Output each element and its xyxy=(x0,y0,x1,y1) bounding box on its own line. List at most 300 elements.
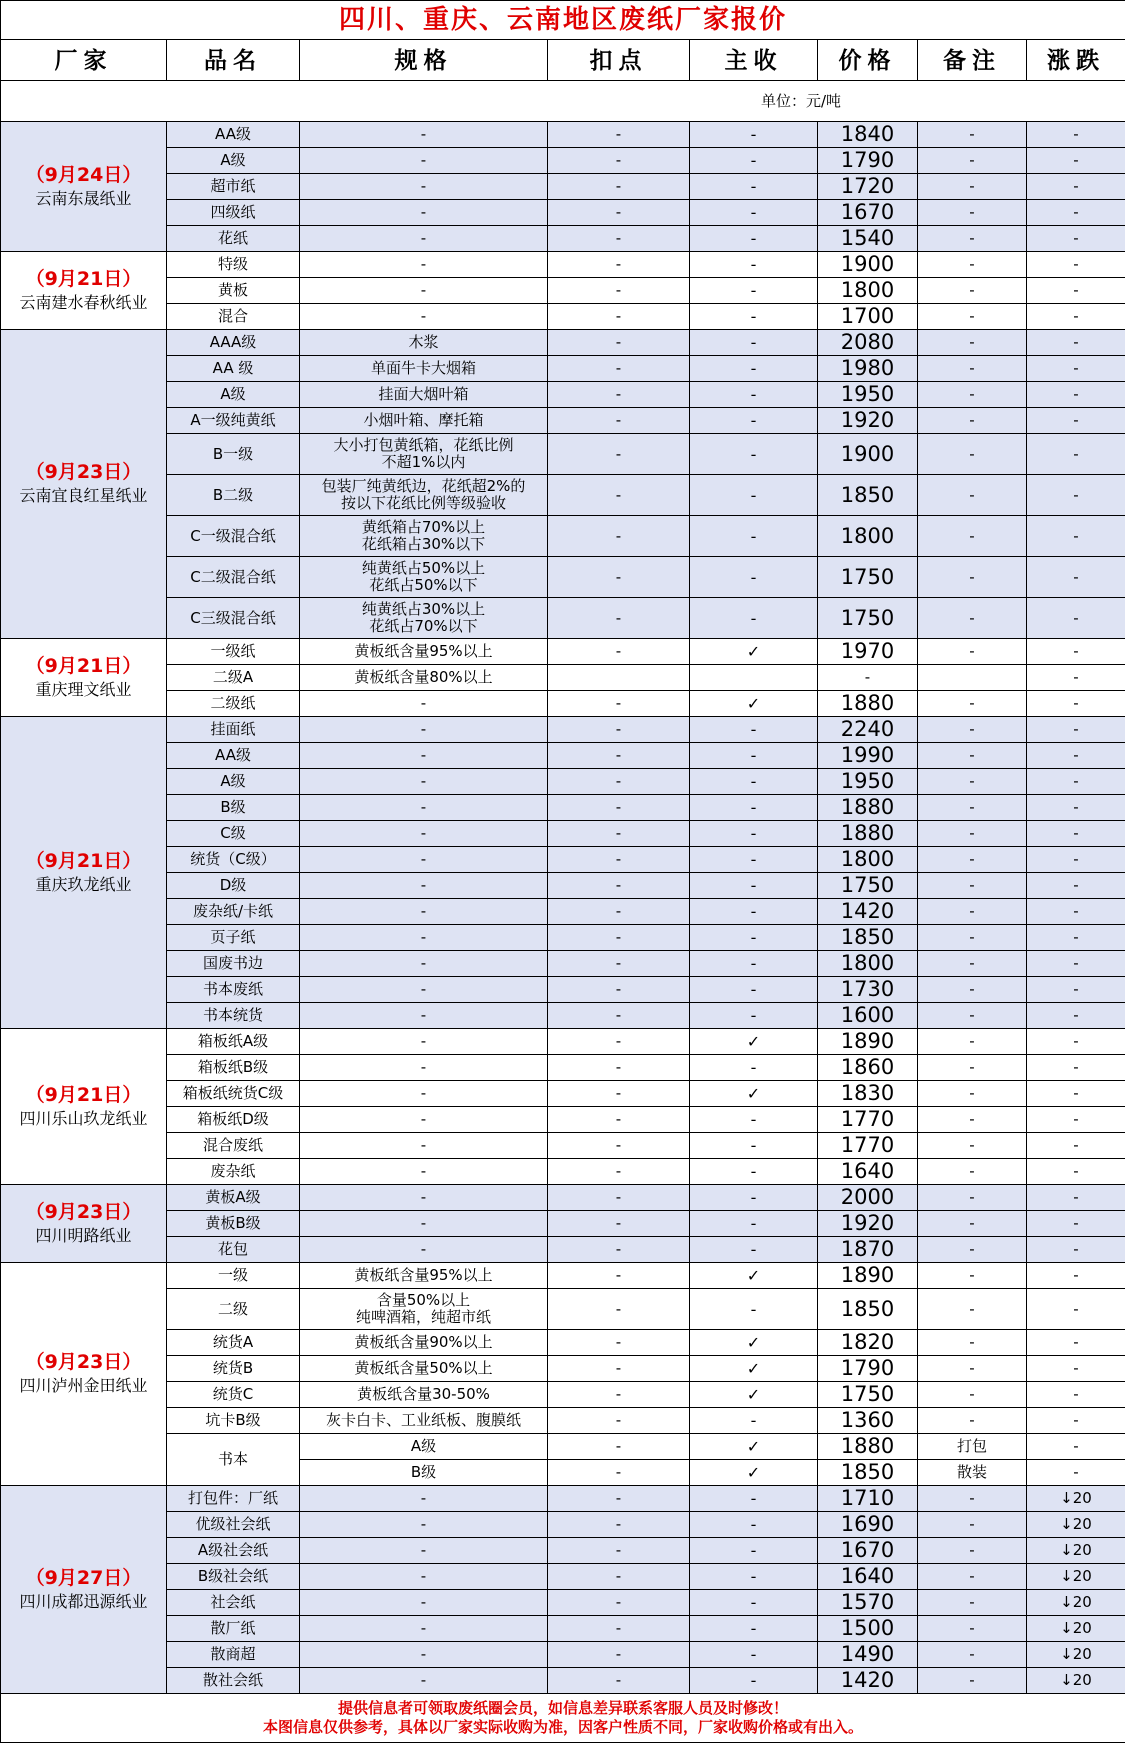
product-cell: 花纸 xyxy=(167,226,300,252)
price-cell: 1840 xyxy=(818,122,918,148)
main-collect-cell: - xyxy=(690,278,818,304)
table-row xyxy=(1,122,1125,148)
table-row xyxy=(1,516,1125,557)
change-cell: ↓20 xyxy=(1027,1616,1125,1642)
change-cell: - xyxy=(1027,252,1125,278)
product-cell: 箱板纸B级 xyxy=(167,1055,300,1081)
spec-line: - xyxy=(420,281,427,299)
price-cell: 1790 xyxy=(818,148,918,174)
table-row xyxy=(1,1055,1125,1081)
change-cell: - xyxy=(1027,925,1125,951)
table-row xyxy=(1,1590,1125,1616)
table-row xyxy=(1,795,1125,821)
change-cell: - xyxy=(1027,1434,1125,1460)
note-cell: 打包 xyxy=(918,1434,1027,1460)
note-cell: - xyxy=(918,557,1027,598)
price-cell: 1920 xyxy=(818,408,918,434)
change-cell: - xyxy=(1027,516,1125,557)
table-row xyxy=(1,174,1125,200)
note-cell: - xyxy=(918,278,1027,304)
spec-cell xyxy=(300,557,548,598)
spec-line: - xyxy=(420,772,427,790)
main-collect-cell: - xyxy=(690,847,818,873)
price-cell: 1600 xyxy=(818,1003,918,1029)
product-cell: B级社会纸 xyxy=(167,1564,300,1590)
deduct-cell: - xyxy=(548,1185,690,1211)
spec-line: - xyxy=(420,1671,427,1689)
spec-cell xyxy=(300,691,548,717)
note-cell: - xyxy=(918,252,1027,278)
table-row xyxy=(1,925,1125,951)
price-cell: 1690 xyxy=(818,1512,918,1538)
vendor-cell xyxy=(1,1486,167,1694)
change-cell: - xyxy=(1027,1408,1125,1434)
main-collect-cell: - xyxy=(690,951,818,977)
change-cell: - xyxy=(1027,1133,1125,1159)
main-collect-cell: - xyxy=(690,1289,818,1330)
spec-cell xyxy=(300,1289,548,1330)
change-cell: - xyxy=(1027,1237,1125,1263)
spec-line: - xyxy=(420,1593,427,1611)
deduct-cell: - xyxy=(548,434,690,475)
spec-line: - xyxy=(420,1006,427,1024)
change-cell: - xyxy=(1027,1081,1125,1107)
change-cell: - xyxy=(1027,691,1125,717)
spec-line: - xyxy=(420,1214,427,1232)
deduct-cell: - xyxy=(548,304,690,330)
main-collect-cell: - xyxy=(690,356,818,382)
table-row xyxy=(1,434,1125,475)
table-row xyxy=(1,1237,1125,1263)
spec-cell xyxy=(300,1211,548,1237)
vendor-name: 云南东晟纸业 xyxy=(35,188,132,208)
product-cell: AA 级 xyxy=(167,356,300,382)
spec-line: - xyxy=(420,1567,427,1585)
product-cell: 挂面纸 xyxy=(167,717,300,743)
table-row xyxy=(1,1356,1125,1382)
product-cell: AA级 xyxy=(167,122,300,148)
product-cell: 废杂纸/卡纸 xyxy=(167,899,300,925)
header-price: 价格 xyxy=(818,40,918,81)
title-row xyxy=(1,1,1125,40)
table-row xyxy=(1,1642,1125,1668)
price-cell: 1570 xyxy=(818,1590,918,1616)
main-collect-cell: - xyxy=(690,1003,818,1029)
deduct-cell: - xyxy=(548,1081,690,1107)
vendor-name: 四川乐山玖龙纸业 xyxy=(19,1108,148,1128)
product-cell: 废杂纸 xyxy=(167,1159,300,1185)
main-collect-cell: - xyxy=(690,1408,818,1434)
change-cell: - xyxy=(1027,122,1125,148)
spec-line: - xyxy=(420,177,427,195)
spec-cell xyxy=(300,1081,548,1107)
product-cell: 统货A xyxy=(167,1330,300,1356)
page-title: 四川、重庆、云南地区废纸厂家报价 xyxy=(1,1,1125,40)
spec-cell xyxy=(300,1330,548,1356)
table-row xyxy=(1,1029,1125,1055)
main-collect-cell xyxy=(690,665,818,691)
note-cell: - xyxy=(918,1289,1027,1330)
main-collect-cell: - xyxy=(690,821,818,847)
note-cell: - xyxy=(918,1642,1027,1668)
product-cell: 箱板纸D级 xyxy=(167,1107,300,1133)
price-cell: 1710 xyxy=(818,1486,918,1512)
price-cell: 1670 xyxy=(818,200,918,226)
deduct-cell: - xyxy=(548,557,690,598)
spec-line: 黄板纸含量95%以上 xyxy=(354,642,493,660)
disclaimer-line-2: 本图信息仅供参考，具体以厂家实际收购为准，因客户性质不同，厂家收购价格或有出入。 xyxy=(263,1718,864,1736)
spec-line: 纯黄纸占50%以上 xyxy=(361,559,486,577)
deduct-cell: - xyxy=(548,1408,690,1434)
change-cell: - xyxy=(1027,408,1125,434)
deduct-cell: - xyxy=(548,1538,690,1564)
main-collect-cell: - xyxy=(690,1107,818,1133)
change-cell: - xyxy=(1027,174,1125,200)
product-cell: 散商超 xyxy=(167,1642,300,1668)
change-cell: - xyxy=(1027,1107,1125,1133)
spec-line: - xyxy=(420,203,427,221)
deduct-cell: - xyxy=(548,951,690,977)
table-row xyxy=(1,1330,1125,1356)
table-row xyxy=(1,382,1125,408)
spec-line-2: 花纸占70%以下 xyxy=(369,617,478,635)
main-collect-cell: - xyxy=(690,925,818,951)
product-cell: 二级纸 xyxy=(167,691,300,717)
note-cell: - xyxy=(918,951,1027,977)
change-cell: - xyxy=(1027,1185,1125,1211)
deduct-cell: - xyxy=(548,925,690,951)
spec-cell xyxy=(300,769,548,795)
main-collect-cell: ✓ xyxy=(690,1029,818,1055)
unit-row xyxy=(1,81,1125,122)
note-cell: - xyxy=(918,1081,1027,1107)
deduct-cell: - xyxy=(548,475,690,516)
change-cell: ↓20 xyxy=(1027,1590,1125,1616)
product-cell: 打包件：厂纸 xyxy=(167,1486,300,1512)
change-cell: - xyxy=(1027,1055,1125,1081)
price-cell: 1950 xyxy=(818,382,918,408)
spec-cell xyxy=(300,899,548,925)
deduct-cell: - xyxy=(548,977,690,1003)
note-cell: - xyxy=(918,977,1027,1003)
price-cell: 1820 xyxy=(818,1330,918,1356)
product-cell: A级社会纸 xyxy=(167,1538,300,1564)
price-cell: 1990 xyxy=(818,743,918,769)
spec-cell xyxy=(300,1564,548,1590)
vendor-name: 四川明路纸业 xyxy=(35,1225,132,1245)
price-cell: 1490 xyxy=(818,1642,918,1668)
deduct-cell: - xyxy=(548,1512,690,1538)
product-cell: 统货C xyxy=(167,1382,300,1408)
deduct-cell: - xyxy=(548,795,690,821)
vendor-date: （9月21日） xyxy=(25,849,142,872)
note-cell: - xyxy=(918,516,1027,557)
table-row xyxy=(1,200,1125,226)
product-cell: B二级 xyxy=(167,475,300,516)
spec-cell xyxy=(300,1133,548,1159)
main-collect-cell: - xyxy=(690,717,818,743)
spec-line: - xyxy=(420,1619,427,1637)
price-cell: 1800 xyxy=(818,516,918,557)
deduct-cell: - xyxy=(548,1486,690,1512)
product-cell: 黄板A级 xyxy=(167,1185,300,1211)
header-vendor: 厂家 xyxy=(1,40,167,81)
deduct-cell: - xyxy=(548,1460,690,1486)
note-cell: - xyxy=(918,174,1027,200)
deduct-cell: - xyxy=(548,1211,690,1237)
header-note: 备注 xyxy=(918,40,1027,81)
change-cell: - xyxy=(1027,899,1125,925)
main-collect-cell: ✓ xyxy=(690,639,818,665)
note-cell: - xyxy=(918,200,1027,226)
spec-line-2: 花纸占50%以下 xyxy=(369,576,478,594)
deduct-cell: - xyxy=(548,516,690,557)
spec-cell xyxy=(300,434,548,475)
table-row xyxy=(1,1133,1125,1159)
spec-cell xyxy=(300,1159,548,1185)
spec-cell xyxy=(300,122,548,148)
spec-cell xyxy=(300,598,548,639)
spec-cell xyxy=(300,1590,548,1616)
price-cell: 1750 xyxy=(818,873,918,899)
deduct-cell: - xyxy=(548,356,690,382)
header-change: 涨跌 xyxy=(1027,40,1125,81)
deduct-cell: - xyxy=(548,1382,690,1408)
note-cell: - xyxy=(918,304,1027,330)
price-cell: 1980 xyxy=(818,356,918,382)
note-cell: - xyxy=(918,1668,1027,1694)
note-cell: - xyxy=(918,122,1027,148)
table-row xyxy=(1,717,1125,743)
spec-cell xyxy=(300,516,548,557)
spec-line: 大小打包黄纸箱，花纸比例 xyxy=(333,436,514,454)
main-collect-cell: - xyxy=(690,330,818,356)
main-collect-cell: - xyxy=(690,873,818,899)
deduct-cell: - xyxy=(548,691,690,717)
main-collect-cell: ✓ xyxy=(690,1356,818,1382)
table-row xyxy=(1,1434,1125,1460)
deduct-cell: - xyxy=(548,174,690,200)
product-cell: 一级纸 xyxy=(167,639,300,665)
spec-line: - xyxy=(420,928,427,946)
deduct-cell: - xyxy=(548,1133,690,1159)
spec-cell xyxy=(300,951,548,977)
change-cell: - xyxy=(1027,977,1125,1003)
vendor-name: 云南建水春秋纸业 xyxy=(19,292,148,312)
note-cell: - xyxy=(918,1003,1027,1029)
change-cell: - xyxy=(1027,1159,1125,1185)
table-row xyxy=(1,304,1125,330)
deduct-cell: - xyxy=(548,330,690,356)
vendor-cell xyxy=(1,330,167,639)
spec-line-2: 花纸箱占30%以下 xyxy=(361,535,486,553)
price-cell: 1770 xyxy=(818,1107,918,1133)
deduct-cell: - xyxy=(548,1029,690,1055)
table-row xyxy=(1,278,1125,304)
table-row xyxy=(1,1616,1125,1642)
vendor-cell xyxy=(1,1263,167,1486)
vendor-cell xyxy=(1,1029,167,1185)
change-cell: - xyxy=(1027,382,1125,408)
product-cell: 社会纸 xyxy=(167,1590,300,1616)
change-cell: - xyxy=(1027,665,1125,691)
product-cell: AA级 xyxy=(167,743,300,769)
vendor-cell xyxy=(1,639,167,717)
table-row xyxy=(1,1486,1125,1512)
main-collect-cell: - xyxy=(690,1055,818,1081)
note-cell: - xyxy=(918,382,1027,408)
note-cell xyxy=(918,665,1027,691)
spec-cell xyxy=(300,1263,548,1289)
spec-line: - xyxy=(420,307,427,325)
main-collect-cell: - xyxy=(690,1159,818,1185)
main-collect-cell: ✓ xyxy=(690,1434,818,1460)
table-row xyxy=(1,1263,1125,1289)
spec-cell xyxy=(300,226,548,252)
change-cell: ↓20 xyxy=(1027,1538,1125,1564)
note-cell: - xyxy=(918,1512,1027,1538)
spec-line: 黄板纸含量30-50% xyxy=(357,1385,490,1403)
spec-cell xyxy=(300,977,548,1003)
deduct-cell: - xyxy=(548,1564,690,1590)
deduct-cell: - xyxy=(548,1434,690,1460)
spec-cell xyxy=(300,1237,548,1263)
spec-cell xyxy=(300,873,548,899)
spec-cell xyxy=(300,717,548,743)
spec-line: - xyxy=(420,954,427,972)
deduct-cell: - xyxy=(548,148,690,174)
spec-line: - xyxy=(420,1162,427,1180)
table-row xyxy=(1,691,1125,717)
price-cell: 1950 xyxy=(818,769,918,795)
spec-cell xyxy=(300,382,548,408)
table-row xyxy=(1,847,1125,873)
product-cell: 优级社会纸 xyxy=(167,1512,300,1538)
product-cell: 花包 xyxy=(167,1237,300,1263)
price-cell: 1850 xyxy=(818,1460,918,1486)
price-cell: 1800 xyxy=(818,278,918,304)
table-row xyxy=(1,1564,1125,1590)
product-cell: 二级A xyxy=(167,665,300,691)
spec-line: - xyxy=(420,125,427,143)
spec-cell xyxy=(300,278,548,304)
spec-line: 黄纸箱占70%以上 xyxy=(361,518,486,536)
change-cell: - xyxy=(1027,330,1125,356)
note-cell: - xyxy=(918,821,1027,847)
main-collect-cell: - xyxy=(690,226,818,252)
vendor-date: （9月21日） xyxy=(25,267,142,290)
product-cell: 书本统货 xyxy=(167,1003,300,1029)
spec-line-2: 按以下花纸比例等级验收 xyxy=(340,494,506,512)
deduct-cell: - xyxy=(548,226,690,252)
change-cell: ↓20 xyxy=(1027,1642,1125,1668)
spec-line: - xyxy=(420,1541,427,1559)
price-cell: 1750 xyxy=(818,598,918,639)
spec-cell xyxy=(300,1003,548,1029)
price-cell: 1700 xyxy=(818,304,918,330)
main-collect-cell: - xyxy=(690,1512,818,1538)
vendor-name: 四川成都迅源纸业 xyxy=(19,1591,148,1611)
table-row xyxy=(1,226,1125,252)
spec-cell xyxy=(300,821,548,847)
header-product: 品名 xyxy=(167,40,300,81)
price-cell: 1770 xyxy=(818,1133,918,1159)
price-cell: 1970 xyxy=(818,639,918,665)
main-collect-cell: - xyxy=(690,174,818,200)
product-cell: 页子纸 xyxy=(167,925,300,951)
product-cell: C一级混合纸 xyxy=(167,516,300,557)
change-cell: - xyxy=(1027,434,1125,475)
spec-line: 挂面大烟叶箱 xyxy=(378,385,469,403)
spec-line: - xyxy=(420,980,427,998)
price-cell: 1900 xyxy=(818,252,918,278)
main-collect-cell: - xyxy=(690,743,818,769)
note-cell: - xyxy=(918,1564,1027,1590)
table-row xyxy=(1,1408,1125,1434)
spec-cell xyxy=(300,1408,548,1434)
change-cell: - xyxy=(1027,1289,1125,1330)
spec-cell xyxy=(300,252,548,278)
price-cell: 1730 xyxy=(818,977,918,1003)
product-cell: 混合废纸 xyxy=(167,1133,300,1159)
table-row xyxy=(1,899,1125,925)
table-row xyxy=(1,821,1125,847)
deduct-cell: - xyxy=(548,1289,690,1330)
spec-line: B级 xyxy=(410,1463,437,1481)
spec-cell xyxy=(300,1029,548,1055)
note-cell: - xyxy=(918,1538,1027,1564)
deduct-cell: - xyxy=(548,1107,690,1133)
main-collect-cell: - xyxy=(690,598,818,639)
deduct-cell: - xyxy=(548,743,690,769)
spec-line: 小烟叶箱、摩托箱 xyxy=(363,411,484,429)
disclaimer-line-1: 提供信息者可领取废纸圈会员，如信息差异联系客服人员及时修改！ xyxy=(338,1699,789,1717)
note-cell: - xyxy=(918,1211,1027,1237)
spec-cell xyxy=(300,743,548,769)
main-collect-cell: - xyxy=(690,516,818,557)
main-collect-cell: - xyxy=(690,769,818,795)
spec-cell xyxy=(300,1185,548,1211)
change-cell: - xyxy=(1027,873,1125,899)
product-cell: C级 xyxy=(167,821,300,847)
table-row xyxy=(1,1211,1125,1237)
spec-cell xyxy=(300,304,548,330)
deduct-cell: - xyxy=(548,278,690,304)
price-cell: 1850 xyxy=(818,925,918,951)
table-row xyxy=(1,408,1125,434)
spec-line: 纯黄纸占30%以上 xyxy=(361,600,486,618)
deduct-cell: - xyxy=(548,847,690,873)
product-cell: 散社会纸 xyxy=(167,1668,300,1694)
spec-line: - xyxy=(420,1084,427,1102)
table-row xyxy=(1,1185,1125,1211)
table-row xyxy=(1,1081,1125,1107)
main-collect-cell: - xyxy=(690,1133,818,1159)
vendor-cell xyxy=(1,717,167,1029)
note-cell: - xyxy=(918,1590,1027,1616)
vendor-cell xyxy=(1,252,167,330)
price-cell: 1920 xyxy=(818,1211,918,1237)
table-row xyxy=(1,1107,1125,1133)
spec-cell xyxy=(300,408,548,434)
deduct-cell: - xyxy=(548,1616,690,1642)
price-cell: 1880 xyxy=(818,1434,918,1460)
main-collect-cell: - xyxy=(690,1185,818,1211)
deduct-cell: - xyxy=(548,639,690,665)
product-cell: 坑卡B级 xyxy=(167,1408,300,1434)
price-cell: 1800 xyxy=(818,951,918,977)
main-collect-cell: - xyxy=(690,977,818,1003)
